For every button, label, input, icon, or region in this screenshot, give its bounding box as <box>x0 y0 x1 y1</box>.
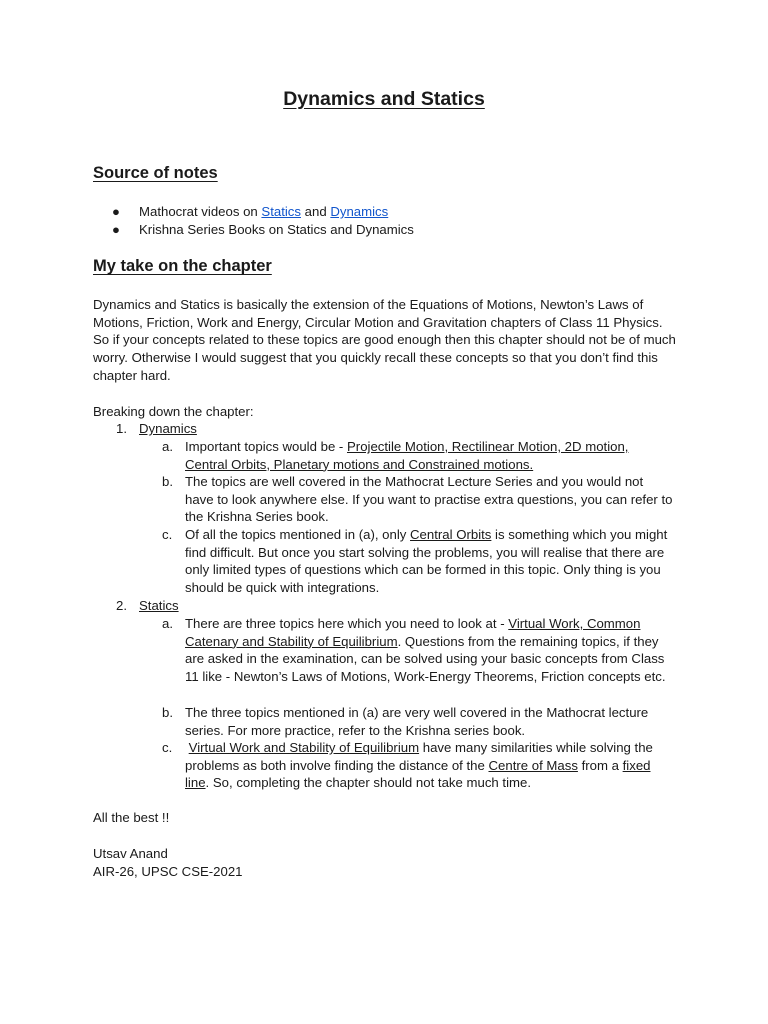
bullet-prefix: Mathocrat videos on <box>139 204 262 219</box>
closing-text: All the best !! <box>93 810 170 825</box>
sub-item: The topics are well covered in the Mathocrat Lecture Series and you would not have to look anywhere else. If you want to practise extra questions, you can refer to the Krishna Series book. <box>185 474 673 525</box>
statics-link[interactable]: Statics <box>261 204 301 219</box>
sub-letter: a. <box>162 439 173 454</box>
sub-underlined: Central Orbits <box>410 527 492 542</box>
sub-letter: a. <box>162 616 173 631</box>
list-item <box>139 203 388 221</box>
sub-mid: have many similarities while solving the problems as both involve finding the distance of the <box>185 740 653 773</box>
page-title: Dynamics and Statics <box>283 88 485 110</box>
item-number: 2. <box>116 598 127 613</box>
list-item: Krishna Series Books on Statics and Dynamics <box>139 222 414 237</box>
item-number: 1. <box>116 421 127 436</box>
sub-underlined: Projectile Motion, Rectilinear Motion, 2D motion, Central Orbits, Planetary motions and Constrained motions. <box>185 439 629 472</box>
bullet-marker: ● <box>112 222 120 237</box>
sub-underlined: fixed line <box>185 757 651 791</box>
take-heading: My take on the chapter <box>93 257 272 275</box>
sub-post: . Questions from the remaining topics, if they are asked in the examination, can be solved using your basic concepts from Class 11 like - Newton’s Laws of Motions, Work-Energy Theorems, Friction concepts etc. <box>185 633 666 685</box>
bullet-middle: and <box>301 204 331 219</box>
dynamics-link[interactable]: Dynamics <box>330 204 389 219</box>
author-rank: AIR-26, UPSC CSE-2021 <box>93 864 243 879</box>
sub-underlined: Virtual Work and Stability of Equilibrium <box>188 740 420 755</box>
sub-pre: Important topics would be - <box>185 439 347 454</box>
sub-post: . So, completing the chapter should not take much time. <box>205 775 532 791</box>
sub-item <box>185 615 673 686</box>
source-heading: Source of notes <box>93 164 218 182</box>
sub-pre: There are three topics here which you need to look at - <box>185 616 509 631</box>
bullet-marker: ● <box>112 204 120 219</box>
sub-item <box>185 438 673 473</box>
sub-letter: b. <box>162 474 173 489</box>
sub-item <box>185 526 673 597</box>
sub-item <box>185 739 673 792</box>
sub-letter: c. <box>162 527 173 542</box>
breakdown-label: Breaking down the chapter: <box>93 404 254 419</box>
sub-letter: b. <box>162 705 173 720</box>
sub-mid: from a <box>577 757 623 773</box>
sub-post: is something which you might find difficult. But once you start solving the problems, you will realise that there are only limited types of questions which can be formed in this topic. Only thing is you should be quick with integrations. <box>185 527 668 596</box>
intro-paragraph: Dynamics and Statics is basically the extension of the Equations of Motions, Newton’s Laws of Motions, Friction, Work and Energy, Circular Motion and Gravitation chapters of Class 11 Physics. So if your concepts related to these topics are good enough then this chapter should not be of much worry. Otherwise I would suggest that you quickly recall these concepts so that you don’t find this chapter hard. <box>93 297 676 383</box>
sub-letter: c. <box>162 740 173 755</box>
sub-underlined: Virtual Work, Common Catenary and Stability of Equilibrium <box>185 616 641 649</box>
sub-underlined: Centre of Mass <box>488 757 578 773</box>
sub-item: The three topics mentioned in (a) are very well covered in the Mathocrat lecture series. For more practice, refer to the Krishna series book. <box>185 705 649 738</box>
item-label-dynamics: Dynamics <box>139 421 197 436</box>
sub-pre: Of all the topics mentioned in (a), only <box>185 527 411 542</box>
author-name: Utsav Anand <box>93 846 168 861</box>
item-label-statics: Statics <box>139 598 179 613</box>
